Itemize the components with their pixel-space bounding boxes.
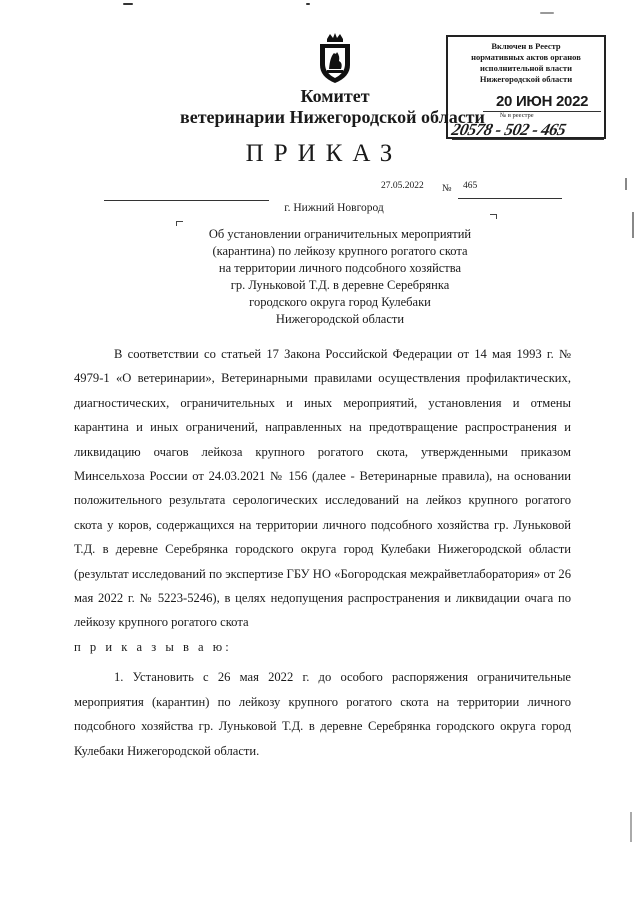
scan-speck (306, 3, 310, 5)
order-item-1: 1. Установить с 26 мая 2022 г. до особого распоряжения ограничительные мероприятия (карантин) по лейкозу крупного рогатого скота на территории личного подсобного хозяйства гр. Луньковой Т.Д. в деревне Серебрянка городского округа город Кулебаки Нижегородской области. (74, 670, 571, 758)
subject-corner-right (490, 214, 497, 219)
stamp-date: 20 ИЮН 2022 (496, 93, 589, 110)
stamp-line: Нижегородской области (479, 74, 573, 84)
stamp-line: исполнительной власти (480, 63, 572, 73)
preamble-paragraph: В соответствии со статьей 17 Закона Российской Федерации от 14 мая 1993 г. № 4979-1 «О ветеринарии», Ветеринарными правилами осуществления профилактических, диагностических, ограничительных и иных мероприятий, установления и отмены карантина и иных ограничений, направленных на предотвращение распространения и ликвидацию очагов лейкоза крупного рогатого скота, утвержденными приказом Минсельхоза России от 24.03.2021 № 156 (далее - Ветеринарные правила), на основании положительного результата серологических исследований на лейкоз крупного рогатого скота у коров, содержащихся на территории личного подсобного хозяйства гр. Луньковой Т.Д. в деревне Серебрянка городского округа город Кулебаки Нижегородской области (результат исследований по экспертизе ГБУ НО «Богородская межрайветлаборатория» от 26 мая 2022 г. № 5223-5246), в целях недопущения распространения и ликвидации очага по лейкозу крупного рогатого скота (74, 347, 571, 630)
coat-of-arms-emblem (316, 33, 354, 85)
number-label: № (442, 183, 452, 194)
subject-line: Об установлении ограничительных мероприятий (208, 227, 472, 241)
scan-edge-mark (630, 812, 632, 842)
subject-line: Нижегородской области (275, 312, 405, 326)
stamp-line: нормативных актов органов (471, 52, 581, 62)
document-title: ПРИКАЗ (245, 140, 403, 167)
scan-edge-mark (632, 212, 634, 238)
document-date: 27.05.2022 (381, 181, 424, 191)
number-underline (458, 198, 562, 199)
scan-speck (540, 12, 554, 14)
document-body (74, 342, 571, 763)
subject-line: на территории личного подсобного хозяйства (218, 261, 462, 275)
organization-name-line2: ветеринарии Нижегородской области (180, 107, 485, 127)
subject-line: гр. Луньковой Т.Д. в деревне Серебрянка (230, 278, 450, 292)
organization-name-line1: Комитет (300, 86, 370, 106)
subject-line: городского округа город Кулебаки (249, 295, 431, 309)
stamp-text-block (448, 41, 604, 85)
stamp-line: Включен в Реестр (491, 41, 561, 51)
stamp-reg-label: № в реестре (500, 112, 534, 119)
scan-edge-mark (625, 178, 627, 190)
document-number: 465 (463, 181, 478, 191)
subject-line: (карантина) по лейкозу крупного рогатого скота (212, 244, 468, 258)
document-subject (140, 226, 540, 328)
order-word: п р и к а з ы в а ю: (74, 639, 232, 654)
date-underline (104, 200, 269, 201)
scan-speck (123, 3, 133, 5)
stamp-reg-number: 20578 - 502 - 465 (450, 120, 568, 139)
city-line: г. Нижний Новгород (284, 202, 384, 214)
